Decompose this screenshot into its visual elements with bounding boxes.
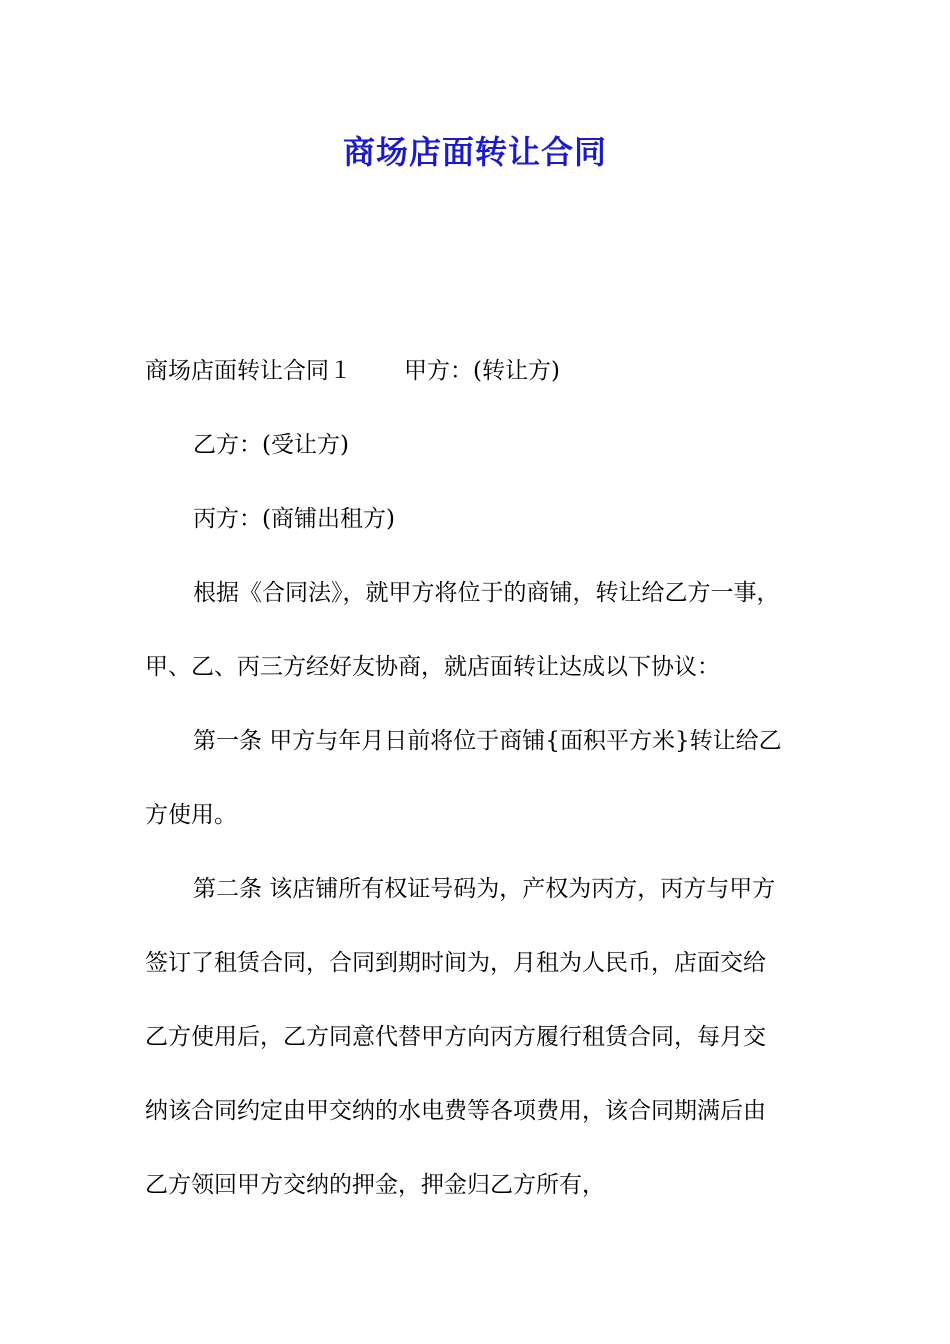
party-b-line: 乙方：(受让方) [193, 432, 349, 458]
document-body [145, 334, 825, 1222]
paragraph-line: 签订了租赁合同，合同到期时间为，月租为人民币，店面交给 [145, 950, 766, 976]
article-one-line: 第一条 甲方与年月日前将位于商铺{面积平方米}转让给乙 [193, 728, 782, 754]
intro-line [145, 334, 825, 408]
contract-heading: 商场店面转让合同１ [145, 358, 352, 384]
paragraph-line: 乙方领回甲方交纳的押金，押金归乙方所有， [145, 1172, 605, 1198]
paragraph-line: 根据《合同法》，就甲方将位于的商铺，转让给乙方一事， [193, 580, 780, 606]
article-two-line: 第二条 该店铺所有权证号码为，产权为丙方，丙方与甲方 [193, 876, 776, 902]
party-a-label: 甲方：(转让方) [404, 358, 560, 384]
paragraph-line: 纳该合同约定由甲交纳的水电费等各项费用，该合同期满后由 [145, 1098, 766, 1124]
paragraph-line: 方使用。 [145, 802, 237, 828]
party-c-line: 丙方：(商铺出租方) [193, 506, 395, 532]
document-title: 商场店面转让合同 [342, 133, 607, 171]
paragraph-line: 乙方使用后，乙方同意代替甲方向丙方履行租赁合同，每月交 [145, 1024, 766, 1050]
paragraph-line: 甲、乙、丙三方经好友协商，就店面转让达成以下协议： [145, 654, 720, 680]
